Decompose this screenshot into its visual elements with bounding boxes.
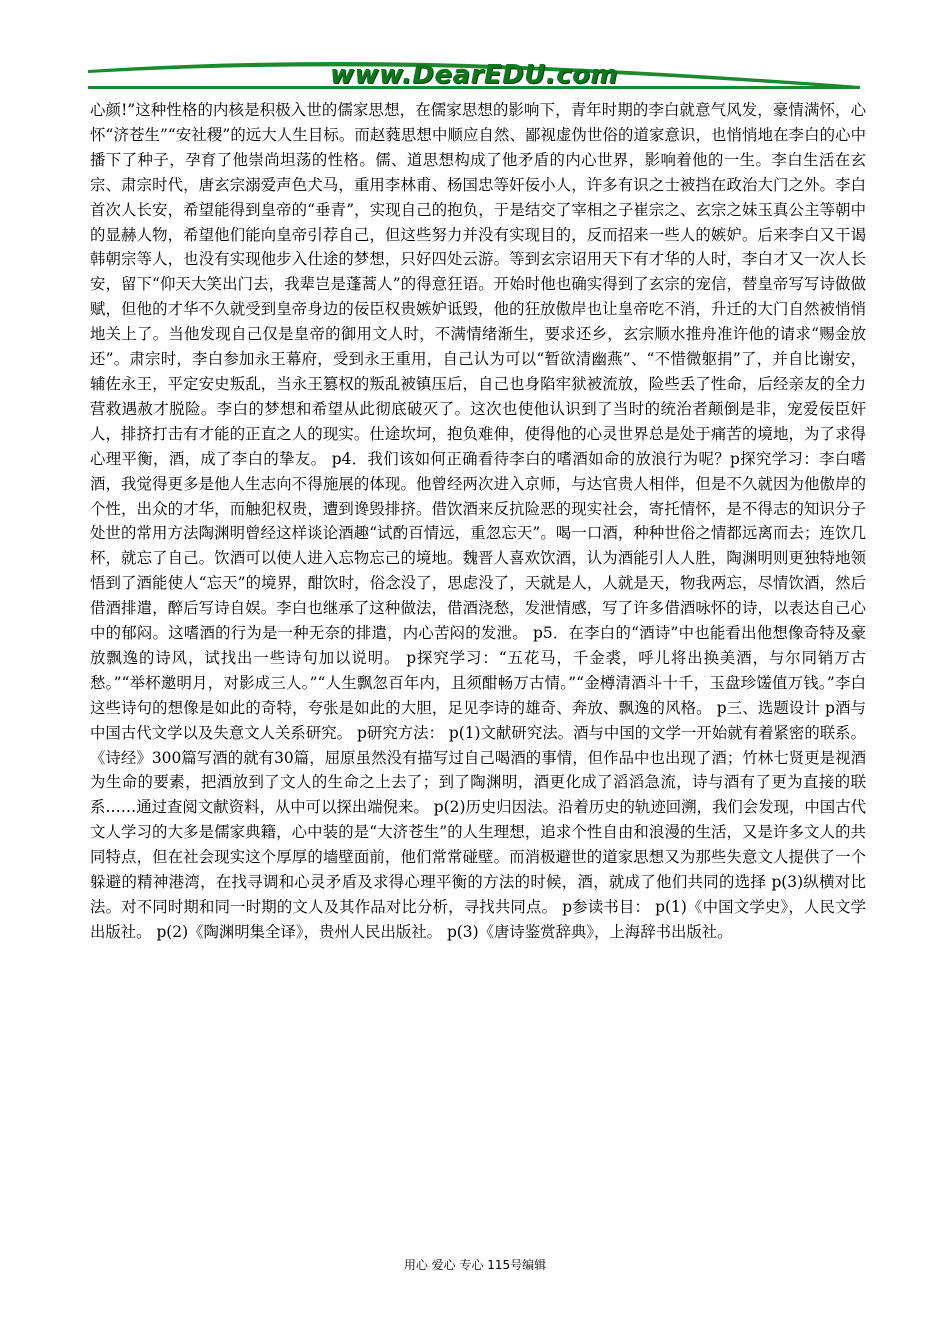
page-footer: 用心 爱心 专心 115号编辑 [403,1258,547,1272]
document-body-text: 心颜!”这种性格的内核是积极入世的儒家思想，在儒家思想的影响下，青年时期的李白就意气风发，豪情满怀，心怀“济苍生”“安社稷”的远大人生目标。而赵蕤思想中顺应自然、鄙视虚伪世俗的道家意识，也悄悄地在李白的心中播下了种子，孕育了他崇尚坦荡的性格。儒、道思想构成了他矛盾的内心世界，影响着他的一生。李白生活在玄宗、肃宗时代，唐玄宗溺爱声色犬马，重用李林甫、杨国忠等奸佞小人，许多有识之士被挡在政治大门之外。李白首次人长安，希望能得到皇帝的“垂青”，实现自己的抱负，于是结交了宰相之子崔宗之、玄宗之妹玉真公主等朝中的显赫人物，希望他们能向皇帝引荐自己，但这些努力并没有实现目的，反而招来一些人的嫉妒。后来李白又干谒韩朝宗等人，也没有实现他步入仕途的梦想，只好四处云游。等到玄宗诏用天下有才华的人时，李白才又一次人长安，留下“仰天大笑出门去，我辈岂是蓬蒿人”的得意狂语。开始时他也确实得到了玄宗的宠信，替皇帝写写诗做做赋，但他的才华不久就受到皇帝身边的佞臣权贵嫉妒诋毁，他的狂放傲岸也让皇帝吃不消，升迁的大门自然被悄悄地关上了。当他发现自己仅是皇帝的御用文人时，不满情绪渐生，要求还乡，玄宗顺水推舟准许他的请求“赐金放还”。肃宗时，李白参加永王幕府，受到永王重用，自己认为可以“暂欲清幽燕”、“不惜微躯捐”了，并自比谢安，辅佐永王，平定安史叛乱，当永王篡权的叛乱被镇压后，自己也身陷牢狱被流放，险些丢了性命，后经亲友的全力营救遇赦才脱险。李白的梦想和希望从此彻底破灭了。这次也使他认识到了当时的统治者颠倒是非，宠爱佞臣奸人，排挤打击有才能的正直之人的现实。仕途坎坷，抱负难伸，使得他的心灵世界总是处于痛苦的境地，为了求得心理平衡，酒，成了李白的挚友。 p4．我们该如何正确看待李白的嗜酒如命的放浪行为呢？p探究学习：李白嗜酒，我觉得更多是他人生志向不得施展的体现。他曾经两次进入京师，与达官贵人相伴，但是不久就因为他傲岸的个性，出众的才华，而触犯权贵，遭到谗毁排挤。借饮酒来反抗险恶的现实社会，寄托情怀，是不得志的知识分子处世的常用方法陶渊明曾经这样谈论酒趣“试酌百情远，重忽忘天”。喝一口酒，种种世俗之情都远离而去；连饮几杯，就忘了自己。饮酒可以使人进入忘物忘己的境地。魏晋人喜欢饮酒，认为酒能引人人胜，陶渊明则更独特地领悟到了酒能使人“忘天”的境界，酣饮时，俗念没了，思虑没了，天就是人，人就是天，物我两忘，尽情饮酒，然后借酒排遣，醉后写诗自娱。李白也继承了这种做法，借酒浇愁，发泄情感，写了许多借酒咏怀的诗，以表达自己心中的郁闷。这嗜酒的行为是一种无奈的排遣，内心苦闷的发泄。 p5．在李白的“酒诗”中也能看出他想像奇特及豪放飘逸的诗风，试找出一些诗句加以说明。 p探究学习：“五花马，千金裘，呼儿将出换美酒，与尔同销万古愁。”“举杯邀明月，对影成三人。”“人生飘忽百年内，且须酣畅万古情。”“金樽清酒斗十千，玉盘珍馐值万钱。”李白这些诗句的想像是如此的奇特，夸张是如此的大胆，足见李诗的雄奇、奔放、飘逸的风格。 p三、选题设计 p酒与中国古代文学以及失意文人关系研究。 p研究方法： p(1)文献研究法。酒与中国的文学一开始就有着紧密的联系。《诗经》300篇写酒的就有30篇，屈原虽然没有描写过自己喝酒的事情，但作品中也出现了酒；竹林七贤更是视酒为生命的要素，把酒放到了文人的生命之上去了；到了陶渊明，酒更化成了滔滔急流，诗与酒有了更为直接的联系……通过查阅文献资料，从中可以探出端倪来。 p(2)历史归因法。沿着历史的轨迹回溯，我们会发现，中国古代文人学习的大多是儒家典籍，心中装的是“大济苍生”的人生理想，追求个性自由和浪漫的生活，又是许多文人的共同特点，但在社会现实这个厚厚的墙壁面前，他们常常碰壁。而消极避世的道家思想又为那些失意文人提供了一个躲避的精神港湾，在找寻调和心灵矛盾及求得心理平衡的方法的时候，酒，就成了他们共同的选择 p(3)纵横对比法。对不同时期和同一时期的文人及其作品对比分析，寻找共同点。 p参读书目： p(1)《中国文学史》，人民文学出版社。 p(2)《陶渊明集全译》，贵州人民出版社。 p(3)《唐诗鉴赏辞典》，上海辞书出版社。 [90,101,866,941]
site-logo[interactable]: www.DearEDU.com [329,60,619,90]
site-header [88,56,860,96]
